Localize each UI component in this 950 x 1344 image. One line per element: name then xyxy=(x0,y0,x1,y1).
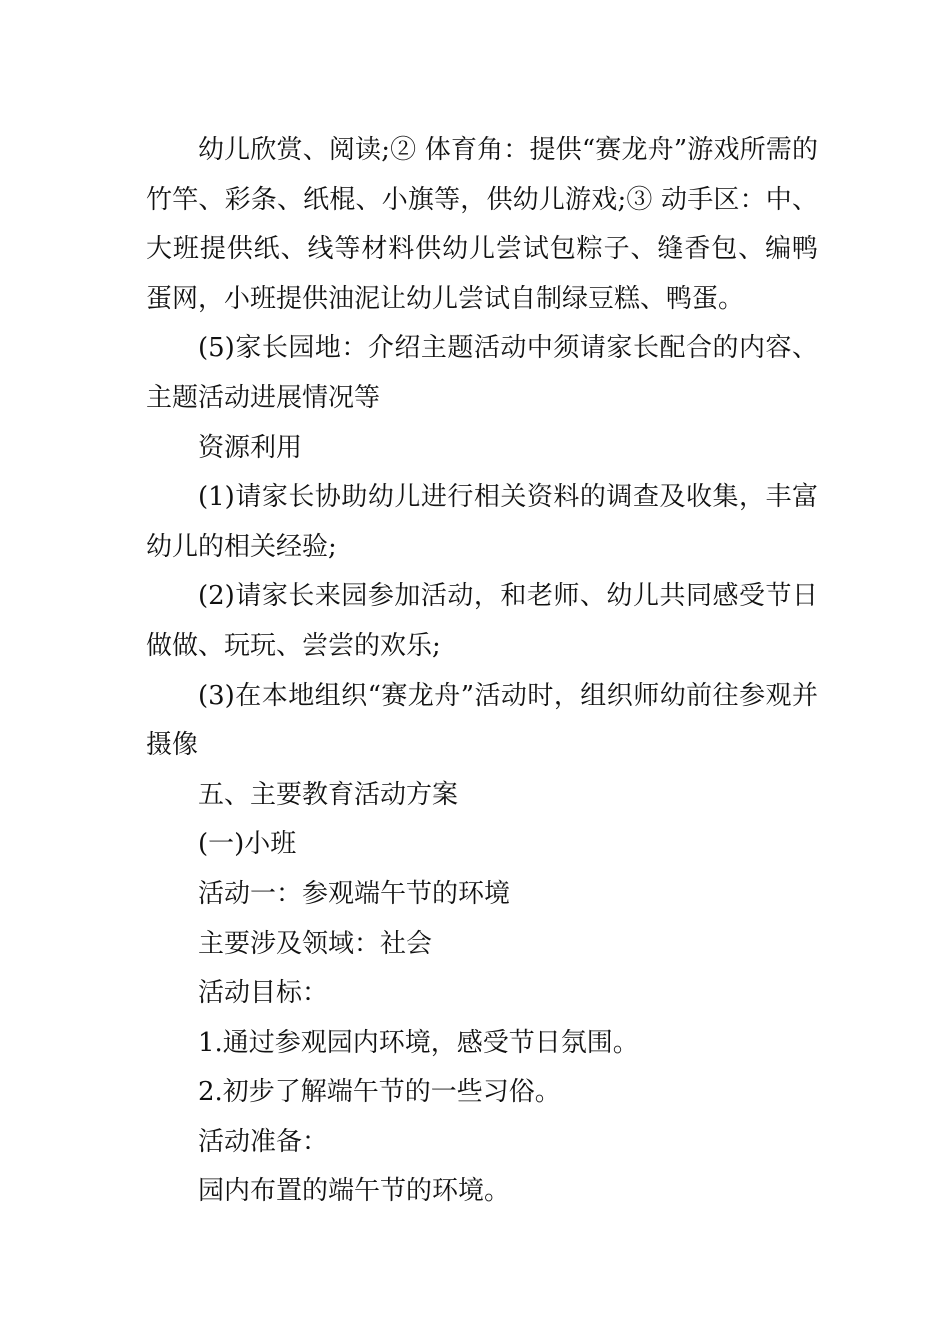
activity-domain: 主要涉及领域：社会 xyxy=(198,928,433,959)
activity-prep-label: 活动准备： xyxy=(198,1126,329,1157)
paragraph-activity-corners: 幼儿欣赏、阅读;② 体育角：提供“赛龙舟”游戏所需的竹竿、彩条、纸棍、小旗等，供幼儿游戏;③ 动手区：中、大班提供纸、线等材料供幼儿尝试包粽子、缝香包、编鸭蛋网，小班提供油泥让幼儿尝试自制绿豆糕、鸭蛋。 xyxy=(146,135,818,314)
section-heading-resources: 资源利用 xyxy=(198,432,303,463)
activity-title: 活动一：参观端午节的环境 xyxy=(198,878,511,909)
activity-prep-text: 园内布置的端午节的环境。 xyxy=(198,1176,511,1207)
paragraph-resource-1: (1)请家长协助幼儿进行相关资料的调查及收集，丰富幼儿的相关经验; xyxy=(146,482,818,562)
subheading-small-class: (一)小班 xyxy=(198,829,297,860)
activity-goals-label: 活动目标： xyxy=(198,978,329,1009)
document-body xyxy=(146,126,818,1217)
activity-goal-1: 1.通过参观园内环境，感受节日氛围。 xyxy=(198,1027,639,1058)
paragraph-resource-3: (3)在本地组织“赛龙舟”活动时，组织师幼前往参观并摄像 xyxy=(146,680,818,761)
section-heading-plans: 五、主要教育活动方案 xyxy=(198,779,459,810)
paragraph-parent-garden: (5)家长园地：介绍主题活动中须请家长配合的内容、主题活动进展情况等 xyxy=(146,333,818,413)
activity-goal-2: 2.初步了解端午节的一些习俗。 xyxy=(198,1077,561,1108)
paragraph-resource-2: (2)请家长来园参加活动，和老师、幼儿共同感受节日做做、玩玩、尝尝的欢乐; xyxy=(146,581,818,661)
